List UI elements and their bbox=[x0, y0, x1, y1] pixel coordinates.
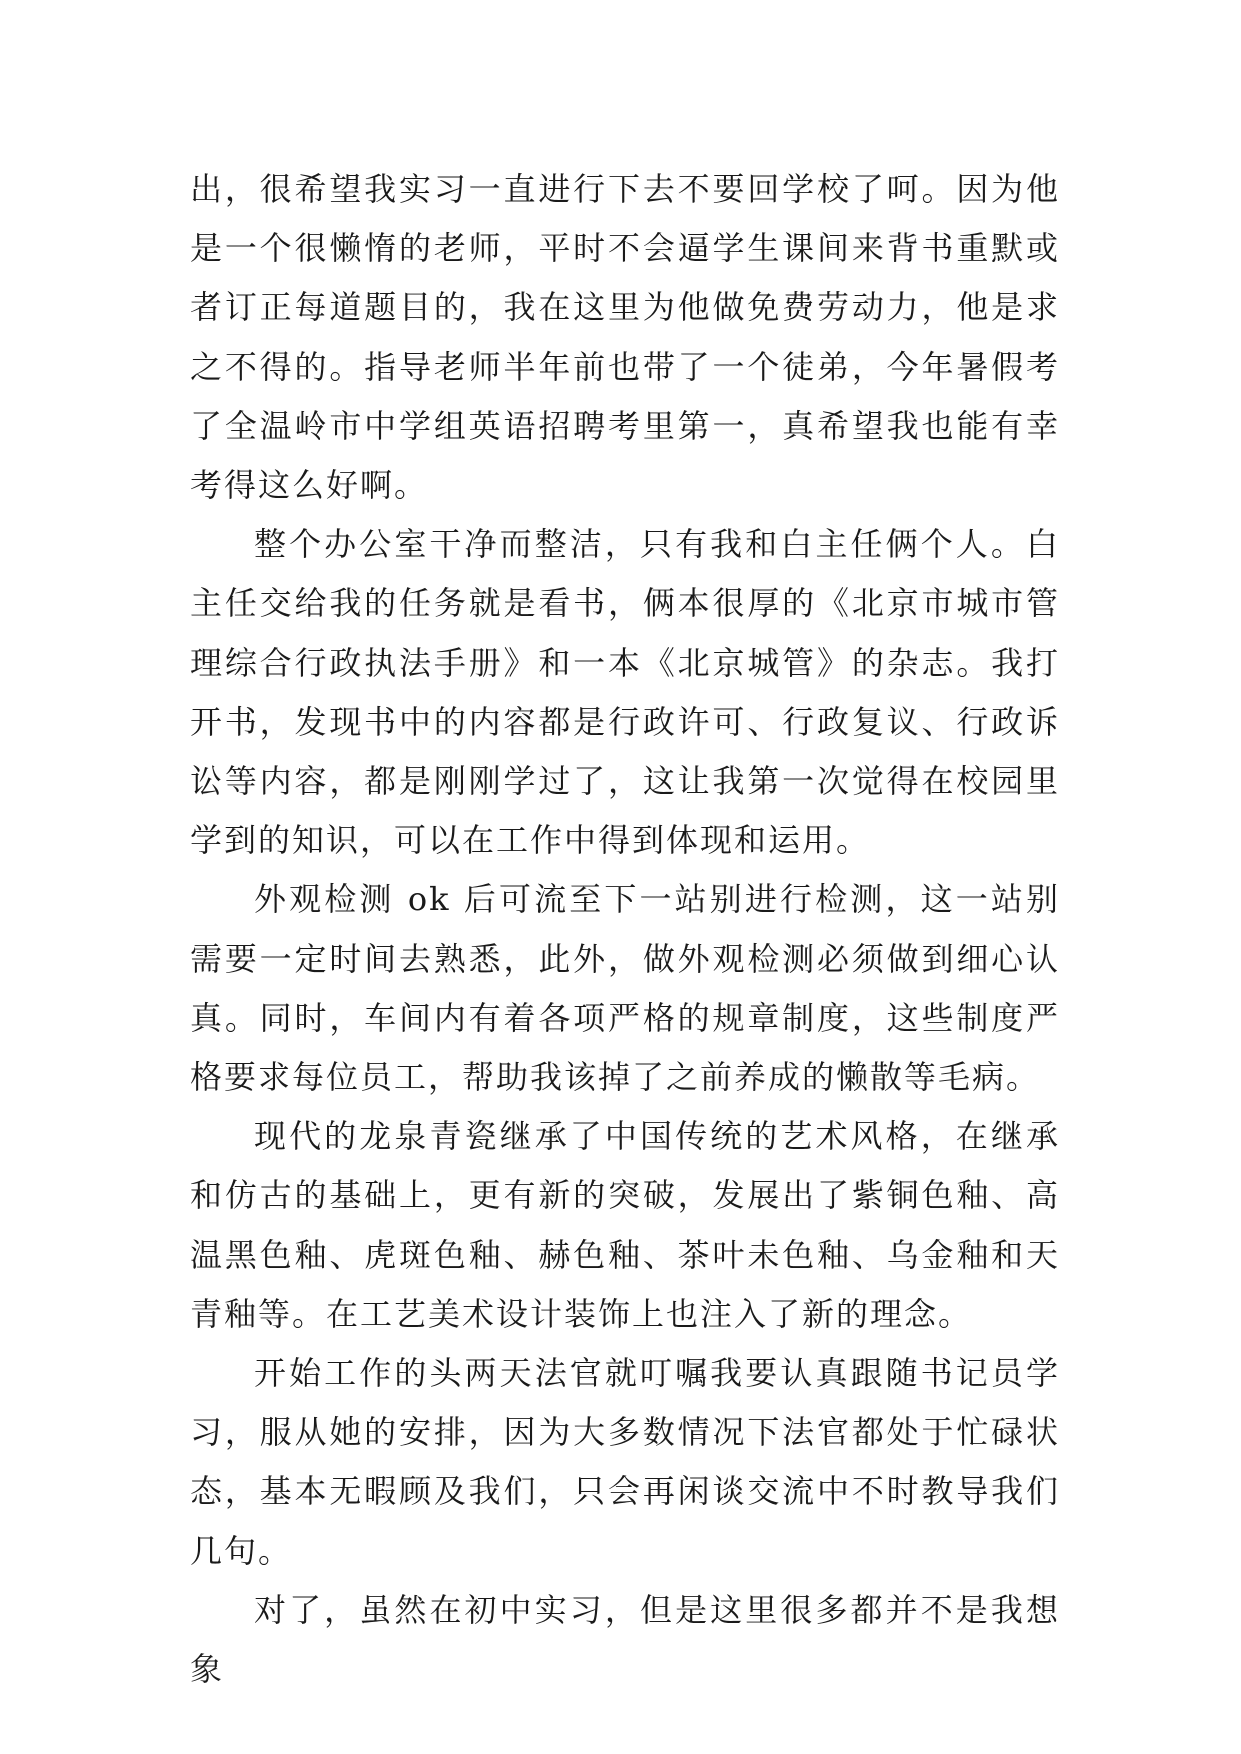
paragraph-2: 整个办公室干净而整洁，只有我和白主任俩个人。白主任交给我的任务就是看书，俩本很厚的《北京市城市管理综合行政执法手册》和一本《北京城管》的杂志。我打开书，发现书中的内容都是行政许可、行政复议、行政诉讼等内容，都是刚刚学过了，这让我第一次觉得在校园里学到的知识，可以在工作中得到体现和运用。 bbox=[190, 525, 1060, 860]
paragraph-4: 现代的龙泉青瓷继承了中国传统的艺术风格，在继承和仿古的基础上，更有新的突破，发展出了紫铜色釉、高温黑色釉、虎斑色釉、赫色釉、茶叶未色釉、乌金釉和天青釉等。在工艺美术设计装饰上也注入了新的理念。 bbox=[190, 1117, 1060, 1333]
paragraph-6: 对了，虽然在初中实习，但是这里很多都并不是我想象 bbox=[190, 1590, 1060, 1689]
paragraph-5: 开始工作的头两天法官就叮嘱我要认真跟随书记员学习，服从她的安排，因为大多数情况下法官都处于忙碌状态，基本无暇顾及我们，只会再闲谈交流中不时教导我们几句。 bbox=[190, 1354, 1060, 1570]
paragraph-1: 出，很希望我实习一直进行下去不要回学校了呵。因为他是一个很懒惰的老师，平时不会逼学生课间来背书重默或者订正每道题目的，我在这里为他做免费劳动力，他是求之不得的。指导老师半年前也带了一个徒弟，今年暑假考了全温岭市中学组英语招聘考里第一，真希望我也能有幸考得这么好啊。 bbox=[190, 170, 1060, 505]
paragraph-3: 外观检测 ok 后可流至下一站别进行检测，这一站别需要一定时间去熟悉，此外，做外观检测必须做到细心认真。同时，车间内有着各项严格的规章制度，这些制度严格要求每位员工，帮助我该掉了之前养成的懒散等毛病。 bbox=[190, 880, 1060, 1097]
document-body bbox=[190, 160, 1060, 1699]
